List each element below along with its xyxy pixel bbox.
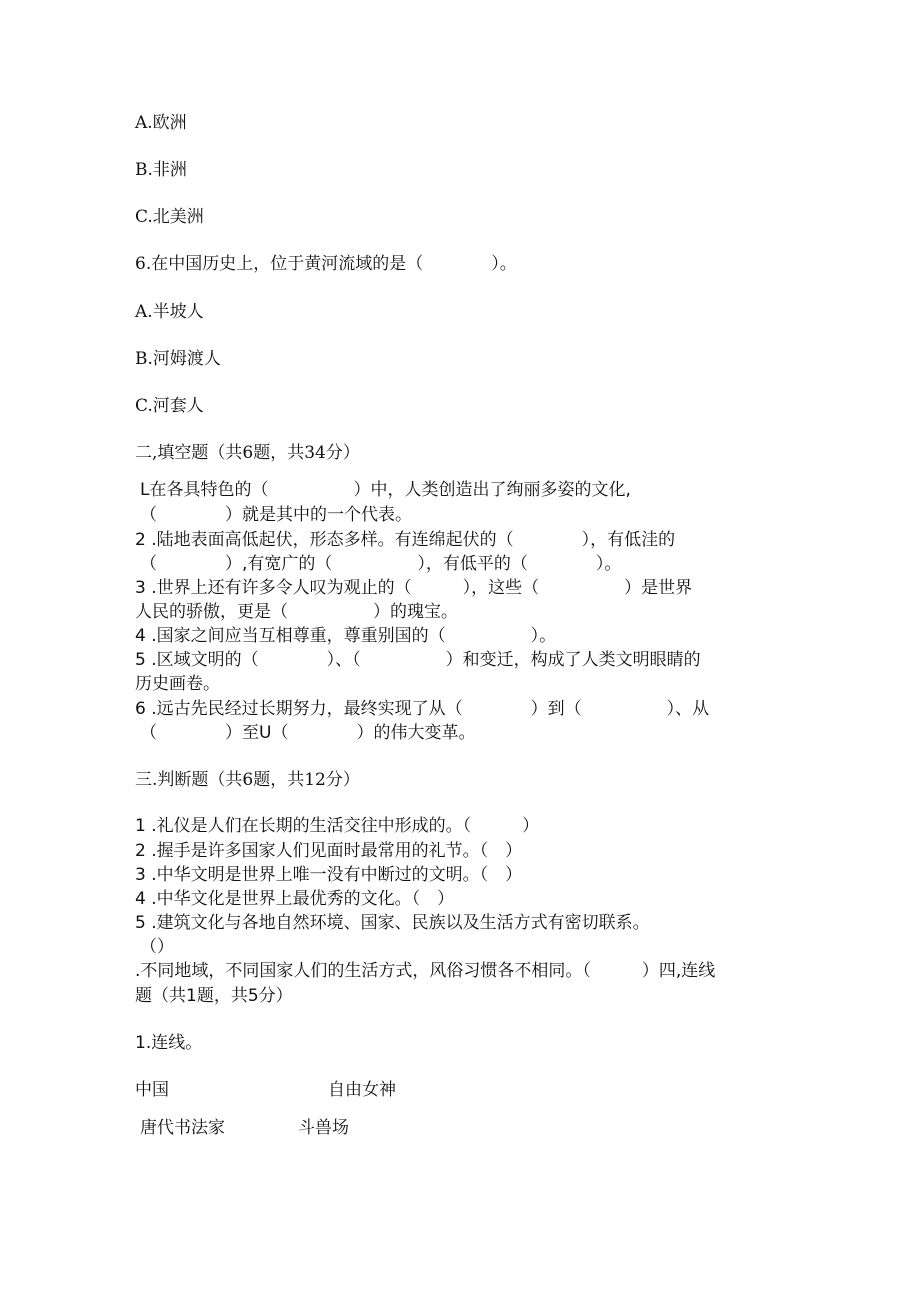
fill-line: 5 .区域文明的（ ）、（ ）和变迁，构成了人类文明眼睛的 bbox=[135, 650, 701, 670]
section3-heading: 三.判断题（共6题，共12分） bbox=[135, 770, 360, 790]
judge-line: （） bbox=[140, 937, 174, 957]
q6-option-c: C.河套人 bbox=[135, 396, 204, 416]
section2-heading: 二,填空题（共6题，共34分） bbox=[135, 443, 360, 463]
judge-line: 3 .中华文明是世界上唯一没有中断过的文明。（ ） bbox=[135, 865, 523, 885]
fill-line: 6 .远古先民经过长期努力，最终实现了从（ ）到（ ）、从 bbox=[135, 699, 710, 719]
fill-line: 人民的骄傲，更是（ ）的瑰宝。 bbox=[135, 602, 458, 622]
judge-line: .不同地域，不同国家人们的生活方式，风俗习惯各不相同。（ ）四,连线 bbox=[135, 961, 716, 981]
judge-line: 2 .握手是许多国家人们见面时最常用的礼节。（ ） bbox=[135, 841, 523, 861]
fill-line: （ ）就是其中的一个代表。 bbox=[140, 505, 412, 525]
q6-stem: 6.在中国历史上，位于黄河流域的是（ ）。 bbox=[135, 254, 517, 274]
q6-option-b: B.河姆渡人 bbox=[135, 349, 221, 369]
match-question: 1.连线。 bbox=[135, 1033, 203, 1053]
match-right-item: 自由女神 bbox=[328, 1080, 396, 1100]
fill-line: 3 .世界上还有许多令人叹为观止的（ ），这些（ ）是世界 bbox=[135, 578, 693, 598]
q5-option-a: A.欧洲 bbox=[135, 113, 187, 133]
q6-option-a: A.半坡人 bbox=[135, 302, 204, 322]
judge-line: 1 .礼仪是人们在长期的生活交往中形成的。（ ） bbox=[135, 816, 540, 836]
judge-line: 题（共1题，共5分） bbox=[135, 986, 293, 1006]
fill-line: 历史画卷。 bbox=[135, 674, 220, 694]
fill-line: （ ）至U（ ）的伟大变革。 bbox=[140, 723, 476, 743]
fill-line: （ ）,有宽广的（ ），有低平的（ ）。 bbox=[140, 554, 622, 574]
match-left-item: 唐代书法家 bbox=[140, 1118, 225, 1138]
match-left-item: 中国 bbox=[135, 1080, 169, 1100]
q5-option-c: C.北美洲 bbox=[135, 207, 204, 227]
match-right-item: 斗兽场 bbox=[298, 1118, 349, 1138]
judge-line: 4 .中华文化是世界上最优秀的文化。（ ） bbox=[135, 889, 455, 909]
fill-line: L在各具特色的（ ）中，人类创造出了绚丽多姿的文化, bbox=[140, 480, 631, 500]
judge-line: 5 .建筑文化与各地自然环境、国家、民族以及生活方式有密切联系。 bbox=[135, 913, 650, 933]
q5-option-b: B.非洲 bbox=[135, 160, 187, 180]
fill-line: 4 .国家之间应当互相尊重，尊重别国的（ ）。 bbox=[135, 626, 557, 646]
fill-line: 2 .陆地表面高低起伏，形态多样。有连绵起伏的（ ），有低洼的 bbox=[135, 530, 676, 550]
